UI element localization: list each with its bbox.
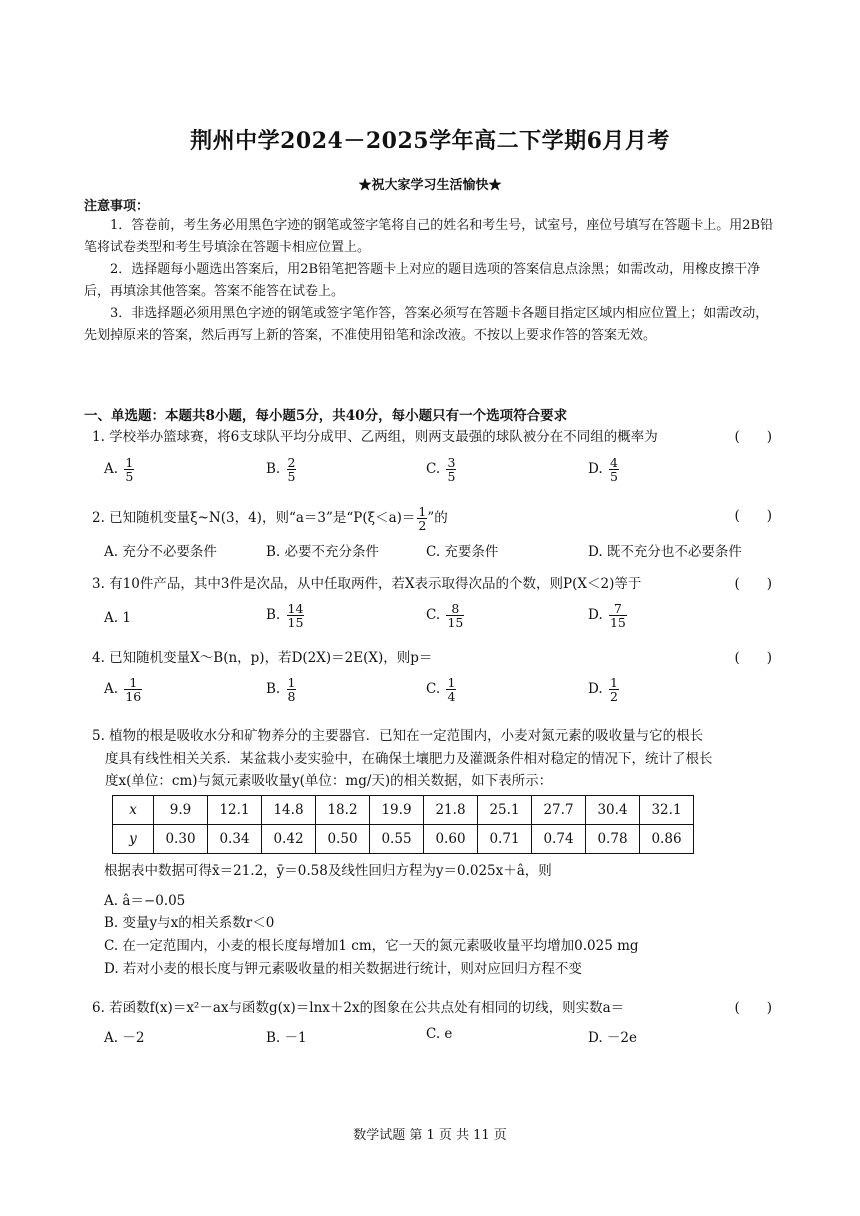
table-cell: 25.1 (478, 796, 532, 825)
denominator: 2 (418, 518, 427, 533)
question-4 (92, 647, 776, 669)
option-letter: C. (426, 607, 441, 623)
option-a (104, 456, 134, 483)
question-5-line-1: 5. 植物的根是吸收水分和矿物养分的主要器官．已知在一定范围内，小麦对氮元素的吸收量与它的根长 (92, 728, 704, 744)
numerator: 1 (287, 675, 296, 690)
question-5 (92, 725, 776, 793)
numerator: 3 (447, 455, 456, 470)
table-cell: 0.78 (586, 825, 640, 854)
table-cell: 30.4 (586, 796, 640, 825)
option-d: D. 既不充分也不必要条件 (588, 544, 742, 560)
section-heading: 一、单选题：本题共8小题，每小题5分，共40分，每小题只有一个选项符合要求 (84, 408, 568, 424)
notice-item-3: 3．非选择题必须用黑色字迹的钢笔或签字笔作答，答案必须写在答题卡各题目指定区域内相应位置上；如需改动，先划掉原来的答案，然后再写上新的答案，不准使用铅笔和涂改液。不按以上要求作答的答案无效。 (84, 306, 769, 343)
question-3-stem: 3. 有10件产品，其中3件是次品，从中任取两件，若X表示取得次品的个数，则P(X＜2)等于 (92, 576, 642, 592)
table-cell: 0.50 (316, 825, 370, 854)
table-cell: 0.60 (424, 825, 478, 854)
question-1 (92, 426, 776, 448)
option-a: A. －2 (104, 1030, 145, 1046)
numerator: 8 (446, 602, 464, 616)
numerator: 1 (418, 504, 427, 519)
numerator: 14 (287, 601, 304, 616)
option-letter: D. (588, 461, 603, 477)
notice-item-2: 2．选择题每小题选出答案后，用2B铅笔把答题卡上对应的题目选项的答案信息点涂黑；如需改动，用橡皮擦干净后，再填涂其他答案。答案不能答在试卷上。 (84, 262, 761, 299)
table-cell: 12.1 (208, 796, 262, 825)
exam-subtitle: ★祝大家学习生活愉快★ (358, 178, 502, 193)
denominator: 15 (609, 615, 626, 630)
denominator: 5 (447, 469, 456, 484)
denominator: 16 (125, 689, 142, 704)
answer-paren: ( ) (734, 1000, 772, 1016)
denominator: 15 (447, 615, 464, 630)
table-cell: 0.34 (208, 825, 262, 854)
option-c (426, 602, 464, 629)
table-cell: 0.86 (640, 825, 694, 854)
option-b: B. 变量y与x的相关系数r＜0 (104, 915, 275, 931)
option-c: C. 在一定范围内，小麦的根长度每增加1 cm，它一天的氮元素吸收量平均增加0.025 mg (104, 938, 639, 954)
question-2-stem-b: ”的 (427, 510, 448, 526)
option-a (104, 676, 142, 703)
table-cell: 0.74 (532, 825, 586, 854)
denominator: 5 (125, 469, 134, 484)
table-header-x: x (113, 796, 154, 825)
option-b: B. 必要不充分条件 (266, 544, 380, 560)
table-cell: 0.71 (478, 825, 532, 854)
option-d: D. 若对小麦的根长度与钾元素吸收量的相关数据进行统计，则对应回归方程不变 (104, 961, 582, 977)
numerator: 1 (125, 455, 134, 470)
notice-heading: 注意事项： (84, 199, 150, 214)
table-cell: 0.30 (154, 825, 208, 854)
question-4-options (104, 676, 784, 708)
denominator: 5 (609, 469, 618, 484)
table-cell: 27.7 (532, 796, 586, 825)
option-b (266, 602, 304, 629)
option-c (426, 456, 456, 483)
option-a: A. â＝−0.05 (104, 893, 186, 909)
question-5-after-table: 根据表中数据可得x̄＝21.2，ȳ＝0.58及线性回归方程为y＝0.025x＋â，则 (104, 863, 552, 879)
table-cell: 19.9 (370, 796, 424, 825)
option-letter: A. (104, 681, 119, 697)
question-4-stem: 4. 已知随机变量X～B(n，p)，若D(2X)＝2E(X)，则p＝ (92, 650, 433, 666)
question-5-line-3: 度x(单位：cm)与氮元素吸收量y(单位：mg/天)的相关数据，如下表所示： (105, 773, 553, 789)
option-c (426, 676, 456, 703)
option-b (266, 456, 296, 483)
answer-paren: ( ) (734, 508, 772, 524)
question-3 (92, 573, 776, 595)
table-header-y: y (113, 825, 154, 854)
answer-paren: ( ) (734, 650, 772, 666)
question-6-stem: 6. 若函数f(x)＝x²－ax与函数g(x)＝lnx＋2x的图象在公共点处有相同的切线，则实数a＝ (92, 1000, 625, 1016)
question-1-options (104, 456, 784, 488)
option-d (588, 676, 619, 703)
table-row-y (113, 825, 694, 854)
option-letter: C. (426, 461, 441, 477)
answer-paren: ( ) (734, 576, 772, 592)
option-a: A. 充分不必要条件 (104, 544, 217, 560)
question-2-stem-a: 2. 已知随机变量ξ~N(3，4)，则“a＝3”是“P(ξ＜a)＝ (92, 510, 416, 526)
denominator: 15 (287, 615, 304, 630)
exam-title: 荆州中学2024－2025学年高二下学期6月月考 (190, 128, 670, 154)
numerator: 4 (609, 455, 618, 470)
option-d (588, 602, 627, 629)
option-letter: A. (104, 461, 119, 477)
question-1-stem: 1. 学校举办篮球赛，将6支球队平均分成甲、乙两组，则两支最强的球队被分在不同组的概率为 (92, 429, 658, 445)
numerator: 2 (287, 455, 296, 470)
notice-item-1: 1．答卷前，考生务必用黑色字迹的钢笔或签字笔将自己的姓名和考生号，试室号，座位号填写在答题卡上。用2B铅笔将试卷类型和考生号填涂在答题卡相应位置上。 (84, 218, 774, 255)
denominator: 2 (609, 689, 618, 704)
table-cell: 18.2 (316, 796, 370, 825)
option-letter: D. (588, 607, 603, 623)
table-cell: 9.9 (154, 796, 208, 825)
option-letter: B. (266, 681, 281, 697)
option-c: C. 充要条件 (426, 544, 499, 560)
denominator: 4 (447, 689, 456, 704)
question-3-options (104, 602, 784, 634)
numerator: 1 (609, 675, 618, 690)
question-6-options (104, 1026, 784, 1058)
question-2 (92, 505, 776, 532)
table-cell: 0.55 (370, 825, 424, 854)
denominator: 8 (287, 689, 296, 704)
option-c: C. e (426, 1026, 453, 1042)
question-5-line-2: 度具有线性相关关系．某盆栽小麦实验中，在确保土壤肥力及灌溉条件相对稳定的情况下，统计了根长 (105, 750, 713, 767)
option-d (588, 456, 619, 483)
table-cell: 32.1 (640, 796, 694, 825)
numerator: 7 (609, 602, 627, 616)
option-letter: C. (426, 681, 441, 697)
option-b (266, 676, 296, 703)
question-6 (92, 997, 776, 1019)
numerator: 1 (447, 675, 456, 690)
table-cell: 21.8 (424, 796, 478, 825)
denominator: 5 (287, 469, 296, 484)
table-cell: 0.42 (262, 825, 316, 854)
option-letter: B. (266, 607, 281, 623)
option-d: D. －2e (588, 1030, 638, 1046)
option-a: A. 1 (104, 610, 131, 626)
option-letter: D. (588, 681, 603, 697)
page-footer: 数学试题 第 1 页 共 11 页 (353, 1128, 507, 1143)
numerator: 1 (124, 676, 142, 690)
table-row-x (113, 796, 694, 825)
data-table (112, 795, 694, 854)
option-letter: B. (266, 461, 281, 477)
option-b: B. －1 (266, 1030, 307, 1046)
answer-paren: ( ) (734, 429, 772, 445)
table-cell: 14.8 (262, 796, 316, 825)
question-2-options (104, 540, 784, 572)
